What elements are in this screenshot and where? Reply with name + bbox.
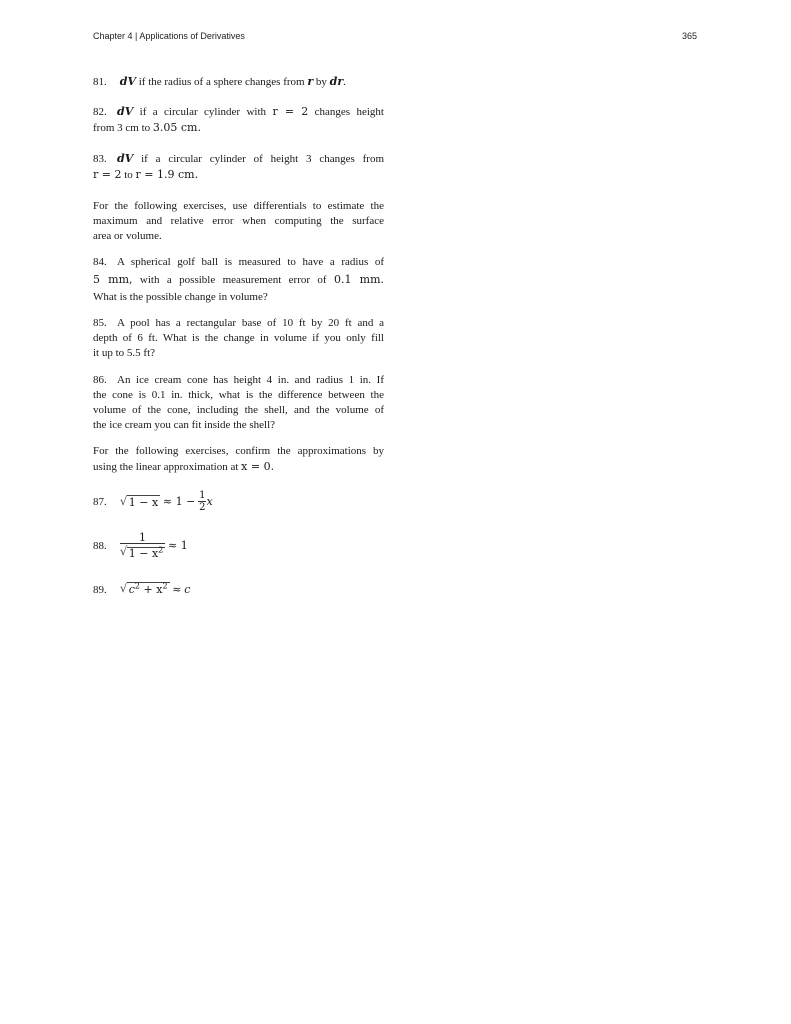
radicand: 1 − x — [128, 495, 159, 509]
exercise-number: 83. — [93, 153, 107, 165]
approx-sign: ≈ 1 — [168, 539, 188, 552]
exercise-88 — [93, 532, 188, 559]
exercise-number: 87. — [93, 495, 107, 508]
math-eq: r = 1.9 cm. — [135, 168, 199, 181]
exercise-81 — [93, 74, 384, 90]
page-number: 365 — [682, 31, 698, 41]
text-line: For the following exercises, use differentials to estimate the — [93, 200, 384, 212]
sqrt-expression — [127, 582, 170, 596]
sqrt-expression — [127, 495, 160, 509]
text-line: area or volume. — [93, 230, 162, 242]
math-value: 5 mm, — [93, 273, 133, 286]
text-line: the ice cream you can fit inside the shell? — [93, 419, 276, 431]
text-line: volume of the cone, including the shell, and the volume of — [93, 404, 384, 416]
approx-sign: ≈ — [172, 583, 182, 596]
exercise-text: A spherical golf ball is measured to have a radius of — [117, 256, 384, 268]
math-value: 0.1 mm. — [334, 273, 385, 286]
text-line: For the following exercises, confirm the approximations by — [93, 445, 384, 457]
text-line: using the linear approximation at — [93, 461, 239, 473]
variable-c: c — [128, 583, 135, 596]
exercise-text: if a circular cylinder with — [139, 106, 267, 118]
radicand: 1 − x — [128, 547, 159, 560]
exercise-text: A pool has a rectangular base of 10 ft by 20 ft and a — [117, 317, 384, 329]
exercise-text: if the radius of a sphere changes from — [138, 76, 305, 88]
exercise-text: with a possible measurement error of — [139, 274, 327, 286]
variable-c: c — [184, 583, 191, 596]
fraction-reciprocal-sqrt — [120, 532, 166, 559]
chapter-header: Chapter 4 | Applications of Derivatives — [93, 31, 245, 41]
math-r: r — [307, 75, 314, 88]
exercise-text: if a circular cylinder of height 3 changes from — [141, 153, 384, 165]
math-eq: r = 2 — [272, 105, 309, 118]
sqrt-expression — [127, 547, 166, 559]
exercise-83 — [93, 151, 384, 183]
variable-x: x — [206, 495, 213, 508]
exercise-89 — [93, 582, 190, 596]
exercise-87 — [93, 490, 213, 513]
exercise-text: to — [124, 169, 133, 181]
denominator: 2 — [199, 502, 206, 513]
exercise-text: changes height — [314, 106, 384, 118]
approx-sign: ≈ 1 − — [162, 495, 196, 508]
exercise-number: 89. — [93, 584, 107, 596]
exponent: 2 — [162, 581, 168, 591]
exercise-text: by — [315, 76, 327, 88]
text-line: it up to 5.5 ft? — [93, 347, 156, 359]
plus-term: + x — [140, 583, 163, 596]
math-dv: dV — [117, 152, 134, 165]
exercise-number: 81. — [93, 76, 107, 88]
math-dv: dV — [117, 105, 134, 118]
exercise-84 — [93, 255, 384, 305]
math-eq: x = 0. — [241, 460, 275, 473]
exercise-number: 85. — [93, 317, 107, 329]
text-line: the cone is 0.1 in. thick, what is the difference between the — [93, 389, 384, 401]
exercise-85 — [93, 316, 384, 361]
text-line: depth of 6 ft. What is the change in volume if you only fill — [93, 332, 384, 344]
exercise-number: 88. — [93, 539, 107, 552]
exercise-number: 86. — [93, 374, 107, 386]
exponent: 2 — [134, 581, 141, 591]
period: . — [343, 76, 346, 88]
exercise-text: from 3 cm to — [93, 122, 151, 134]
instructions-differentials — [93, 199, 384, 244]
numerator: 1 — [120, 532, 166, 544]
exercise-86 — [93, 373, 384, 433]
text-line: maximum and relative error when computing the surface — [93, 215, 384, 227]
exercise-text: An ice cream cone has height 4 in. and radius 1 in. If — [117, 374, 384, 386]
math-value: 3.05 cm. — [152, 121, 201, 134]
exponent: 2 — [158, 545, 164, 555]
text-line: What is the possible change in volume? — [93, 291, 268, 303]
exercise-82 — [93, 104, 384, 136]
instructions-linear-approx — [93, 444, 384, 475]
exercise-number: 82. — [93, 106, 107, 118]
math-dv: dV — [119, 75, 136, 88]
exercise-number: 84. — [93, 256, 107, 268]
math-dr: dr — [329, 75, 344, 88]
numerator: 1 — [199, 490, 206, 501]
math-eq: r = 2 — [93, 168, 122, 181]
